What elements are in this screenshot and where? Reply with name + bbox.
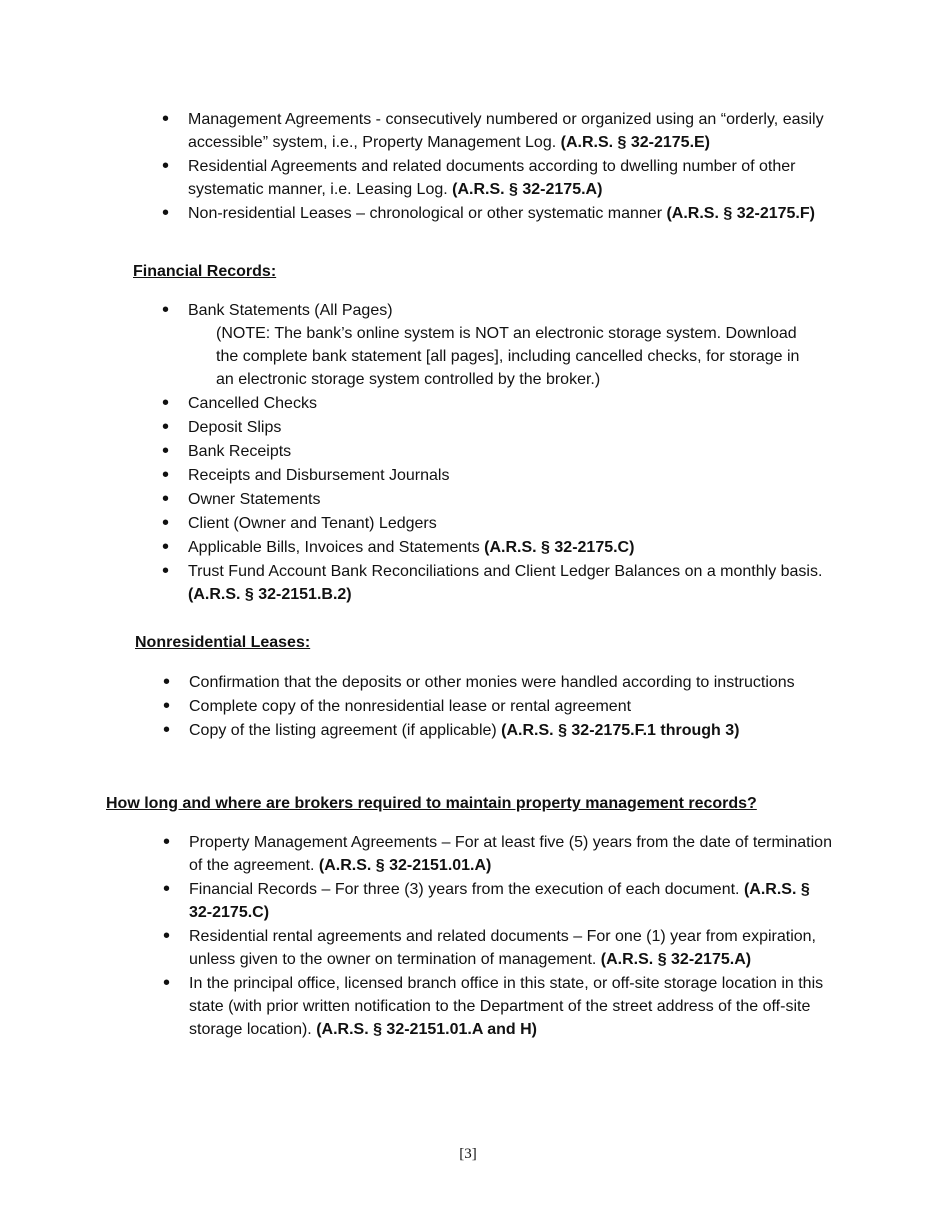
retention-list <box>163 831 833 1042</box>
statute-reference: (A.R.S. § 32-2151.B.2) <box>188 586 352 603</box>
statute-reference: (A.R.S. § 32-2175.F.1 through 3) <box>501 722 740 739</box>
list-item: • Bank Statements (All Pages) (NOTE: The bank’s online system is NOT an electronic storage system. Download the complete bank statement [all pages], including cancelled checks, for storage in an electronic storage system controlled by the broker.) <box>162 299 832 391</box>
financial-records-heading: Financial Records: <box>133 263 277 280</box>
bank-statement-note: (NOTE: The bank’s online system is NOT an electronic storage system. Download the complete bank statement [all pages], including cancelled checks, for storage in an electronic storage system controlled by the broker.) <box>216 325 800 388</box>
list-item: • Cancelled Checks <box>162 392 832 415</box>
statute-reference: (A.R.S. § 32-2175.A) <box>452 181 603 198</box>
list-item: • Bank Receipts <box>162 440 832 463</box>
list-item: • Residential rental agreements and related documents – For one (1) year from expiration, unless given to the owner on termination of management. (A.R.S. § 32-2175.A) <box>163 925 833 971</box>
page-number: [3] <box>459 1146 477 1162</box>
list-item: • Non-residential Leases – chronological or other systematic manner (A.R.S. § 32-2175.F) <box>162 202 832 225</box>
statute-reference: (A.R.S. § 32-2175.F) <box>666 205 815 222</box>
records-organization-list <box>162 108 832 226</box>
list-item: • Applicable Bills, Invoices and Statements (A.R.S. § 32-2175.C) <box>162 536 832 559</box>
nonresidential-leases-heading: Nonresidential Leases: <box>135 634 311 651</box>
list-item: • Management Agreements - consecutively numbered or organized using an “orderly, easily accessible” system, i.e., Property Management Log. (A.R.S. § 32-2175.E) <box>162 108 832 154</box>
list-item: • Confirmation that the deposits or other monies were handled according to instructions <box>163 671 803 694</box>
list-item: • Complete copy of the nonresidential lease or rental agreement <box>163 695 803 718</box>
list-item: • Property Management Agreements – For at least five (5) years from the date of termination of the agreement. (A.R.S. § 32-2151.01.A) <box>163 831 833 877</box>
nonresidential-leases-list <box>163 671 803 743</box>
list-item: • Residential Agreements and related documents according to dwelling number of other systematic manner, i.e. Leasing Log. (A.R.S. § 32-2175.A) <box>162 155 832 201</box>
statute-reference: (A.R.S. § 32-2175.A) <box>600 951 752 968</box>
list-item: • Trust Fund Account Bank Reconciliations and Client Ledger Balances on a monthly basis. (A.R.S. § 32-2151.B.2) <box>162 560 832 606</box>
statute-reference: (A.R.S. § 32-2151.01.A) <box>318 857 492 874</box>
statute-reference: (A.R.S. § 32-2175.C) <box>484 539 635 556</box>
list-item: • Receipts and Disbursement Journals <box>162 464 832 487</box>
list-item: • In the principal office, licensed branch office in this state, or off-site storage location in this state (with prior written notification to the Department of the street address of the off-site storage location). (A.R.S. § 32-2151.01.A and H) <box>163 972 833 1041</box>
statute-reference: (A.R.S. § 32-2151.01.A and H) <box>316 1021 538 1038</box>
list-item: • Deposit Slips <box>162 416 832 439</box>
list-item: • Financial Records – For three (3) years from the execution of each document. (A.R.S. § 32-2175.C) <box>163 878 833 924</box>
list-item: • Client (Owner and Tenant) Ledgers <box>162 512 832 535</box>
statute-reference: (A.R.S. § 32-2175.C) <box>189 881 810 921</box>
list-item: • Copy of the listing agreement (if applicable) (A.R.S. § 32-2175.F.1 through 3) <box>163 719 803 742</box>
list-item: • Owner Statements <box>162 488 832 511</box>
financial-records-list <box>162 299 832 607</box>
retention-question-heading: How long and where are brokers required to maintain property management records? <box>106 795 757 812</box>
statute-reference: (A.R.S. § 32-2175.E) <box>560 134 711 151</box>
